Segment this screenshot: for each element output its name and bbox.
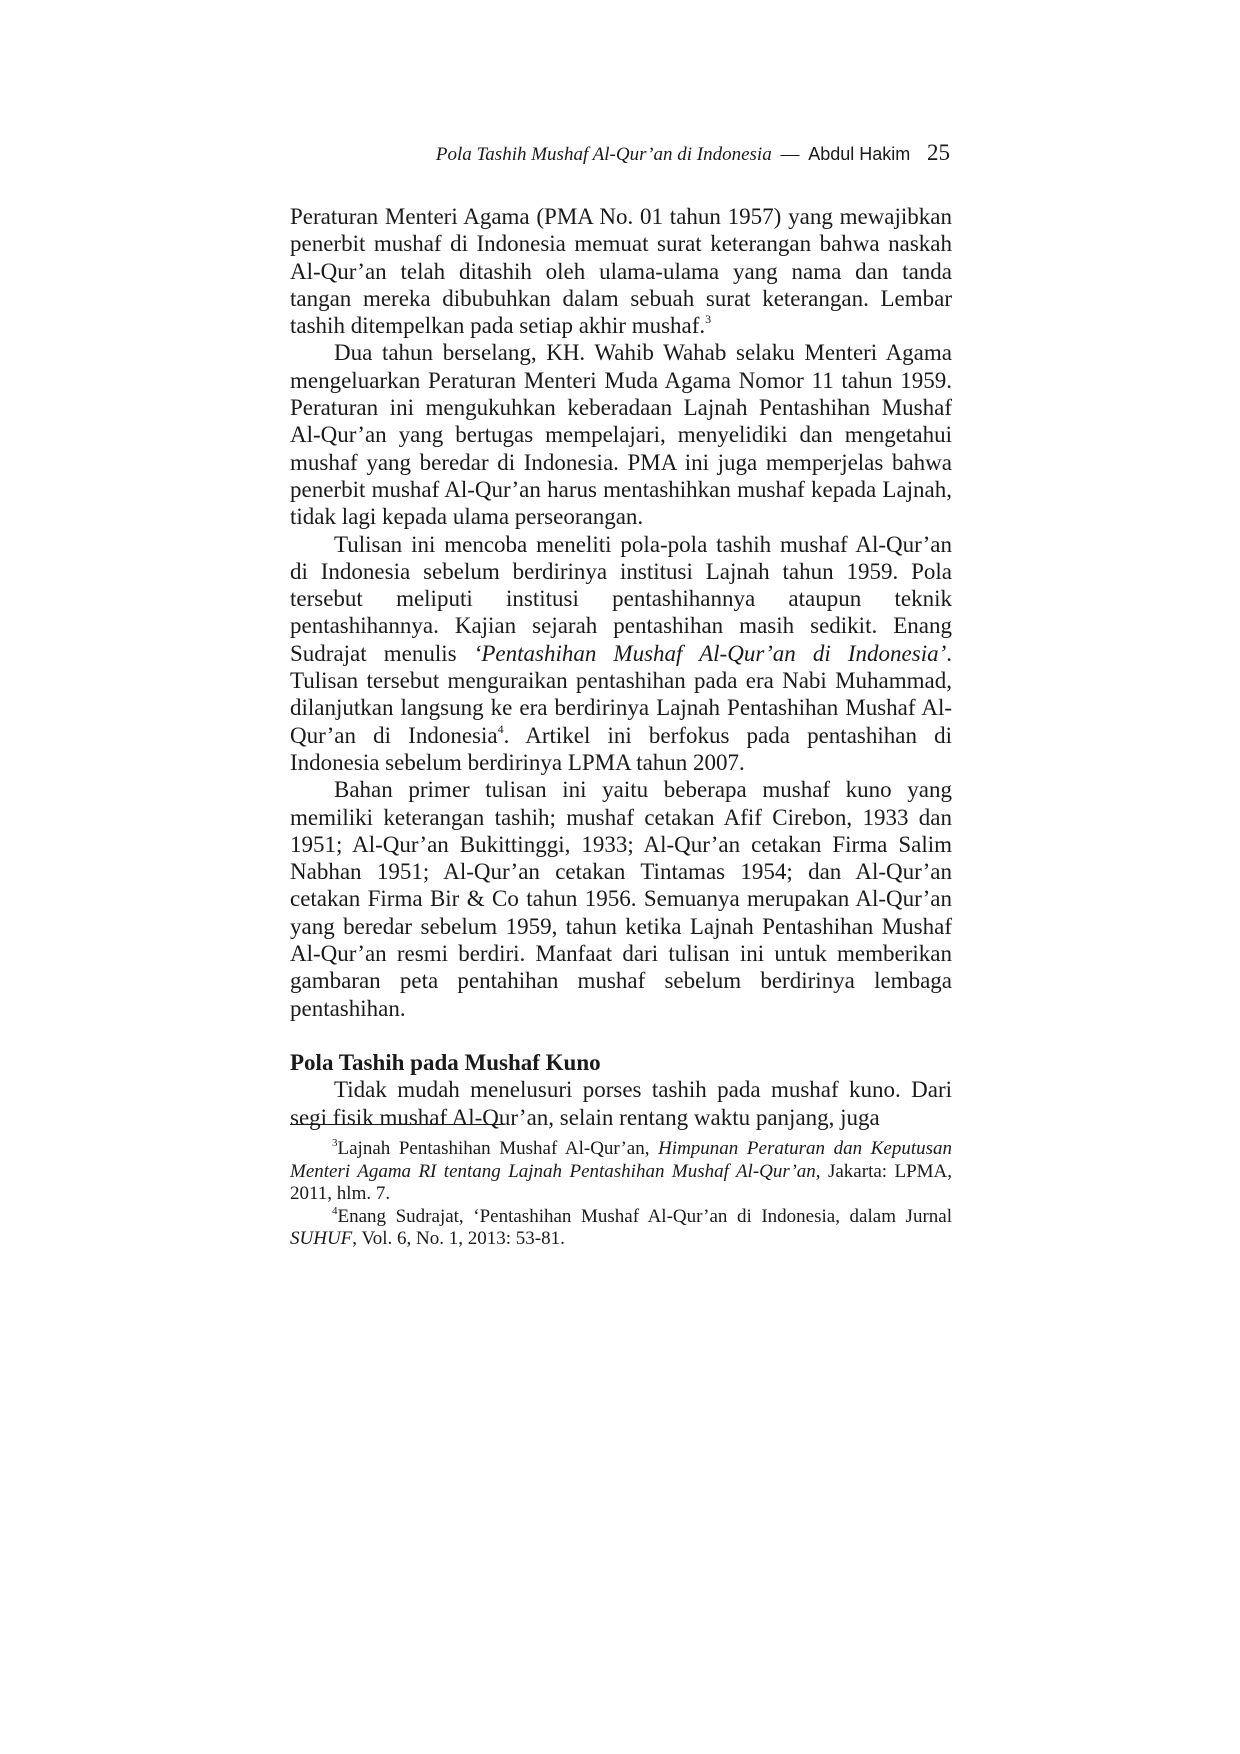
italic-text: ‘Pentashihan Mushaf Al-Qur’an di Indonesia’ <box>473 640 947 666</box>
running-header-title: Pola Tashih Mushaf Al-Qur’an di Indonesia <box>435 144 772 165</box>
running-header <box>290 140 950 168</box>
page-number: 25 <box>927 140 950 165</box>
paragraph <box>290 339 952 530</box>
text-run: Bahan primer tulisan ini yaitu beberapa mushaf kuno yang memiliki keterangan tashih; mushaf cetakan Afif Cirebon, 1933 dan 1951; Al-Qur’an Bukittinggi, 1933; Al-Qur’an cetakan Firma Salim Nabhan 1951; Al-Qur’an cetakan Tintamas 1954; dan Al-Qur’an cetakan Firma Bir & Co tahun 1956. Semuanya merupakan Al-Qur’an yang beredar sebelum 1959, tahun ketika Lajnah Pentashihan Mushaf Al-Qur’an resmi berdiri. Manfaat dari tulisan ini untuk memberikan gambaran peta pentahihan mushaf sebelum berdirinya lembaga pentashihan. <box>290 777 952 1021</box>
footnote <box>290 1206 952 1251</box>
text-run: . Artikel ini berfokus pada pentashihan di Indonesia sebelum berdirinya LPMA tahun 2007. <box>290 722 952 775</box>
running-header-author: Abdul Hakim <box>808 144 911 164</box>
text-run: Dua tahun berselang, KH. Wahib Wahab selaku Menteri Agama mengeluarkan Peraturan Menteri Muda Agama Nomor 11 tahun 1959. Peraturan ini mengukuhkan keberadaan Lajnah Pentashihan Mushaf Al-Qur’an yang bertugas mempelajari, menyelidiki dan mengetahui mushaf yang beredar di Indonesia. PMA ini juga memperjelas bahwa penerbit mushaf Al-Qur’an harus mentashihkan mushaf kepada Lajnah, tidak lagi kepada ulama perseorangan. <box>290 340 952 530</box>
footnote-number: 4 <box>332 1204 338 1217</box>
section-heading: Pola Tashih pada Mushaf Kuno <box>290 1049 601 1075</box>
running-header-separator: — <box>780 144 800 165</box>
footnote-ref: 3 <box>705 312 712 327</box>
italic-text: SUHUF <box>290 1228 353 1249</box>
text-run: Tulisan ini mencoba meneliti pola-pola tashih mushaf Al-Qur’an di Indonesia sebelum berdirinya institusi Lajnah tahun 1959. Pola tersebut meliputi institusi pentashihannya ataupun teknik pentashihannya. Kajian sejarah pentashihan masih sedikit. Enang Sudrajat menulis <box>290 531 952 666</box>
paragraph <box>290 203 952 339</box>
text-run: Enang Sudrajat, ‘Pentashihan Mushaf Al-Qur’an di Indonesia, dalam Jurnal <box>337 1205 952 1227</box>
text-run: , Vol. 6, No. 1, 2013: 53-81. <box>352 1228 565 1249</box>
italic-text: Himpunan Peraturan dan Keputusan Menteri Agama RI tentang Lajnah Pentashihan Mushaf Al-Qur’an, <box>290 1138 952 1182</box>
paragraph <box>290 776 952 1022</box>
footnote-separator <box>290 1124 502 1125</box>
text-run: Lajnah Pentashihan Mushaf Al-Qur’an, <box>337 1138 659 1159</box>
footnote <box>290 1138 952 1206</box>
text-run: Jakarta: LPMA, 2011, hlm. 7. <box>290 1160 953 1204</box>
body-text <box>290 203 952 1131</box>
paragraph <box>290 531 952 777</box>
footnotes <box>290 1138 952 1251</box>
paragraph: Tidak mudah menelusuri porses tashih pada mushaf kuno. Dari segi fisik mushaf Al-Qur’an, selain rentang waktu panjang, juga <box>290 1077 952 1130</box>
text-run: Peraturan Menteri Agama (PMA No. 01 tahun 1957) yang mewajibkan penerbit mushaf di Indonesia memuat surat keterangan bahwa naskah Al-Qur’an telah ditashih oleh ulama-ulama yang nama dan tanda tangan mereka dibubuhkan dalam sebuah surat keterangan. Lembar tashih ditempelkan pada setiap akhir mushaf. <box>290 204 952 339</box>
footnote-ref: 4 <box>497 721 504 736</box>
footnote-number: 3 <box>332 1137 338 1149</box>
text-run: . Tulisan tersebut menguraikan pentashihan pada era Nabi Muhammad, dilanjutkan langsung ke era berdirinya Lajnah Pentashihan Mushaf Al-Qur’an di Indonesia <box>290 640 952 748</box>
